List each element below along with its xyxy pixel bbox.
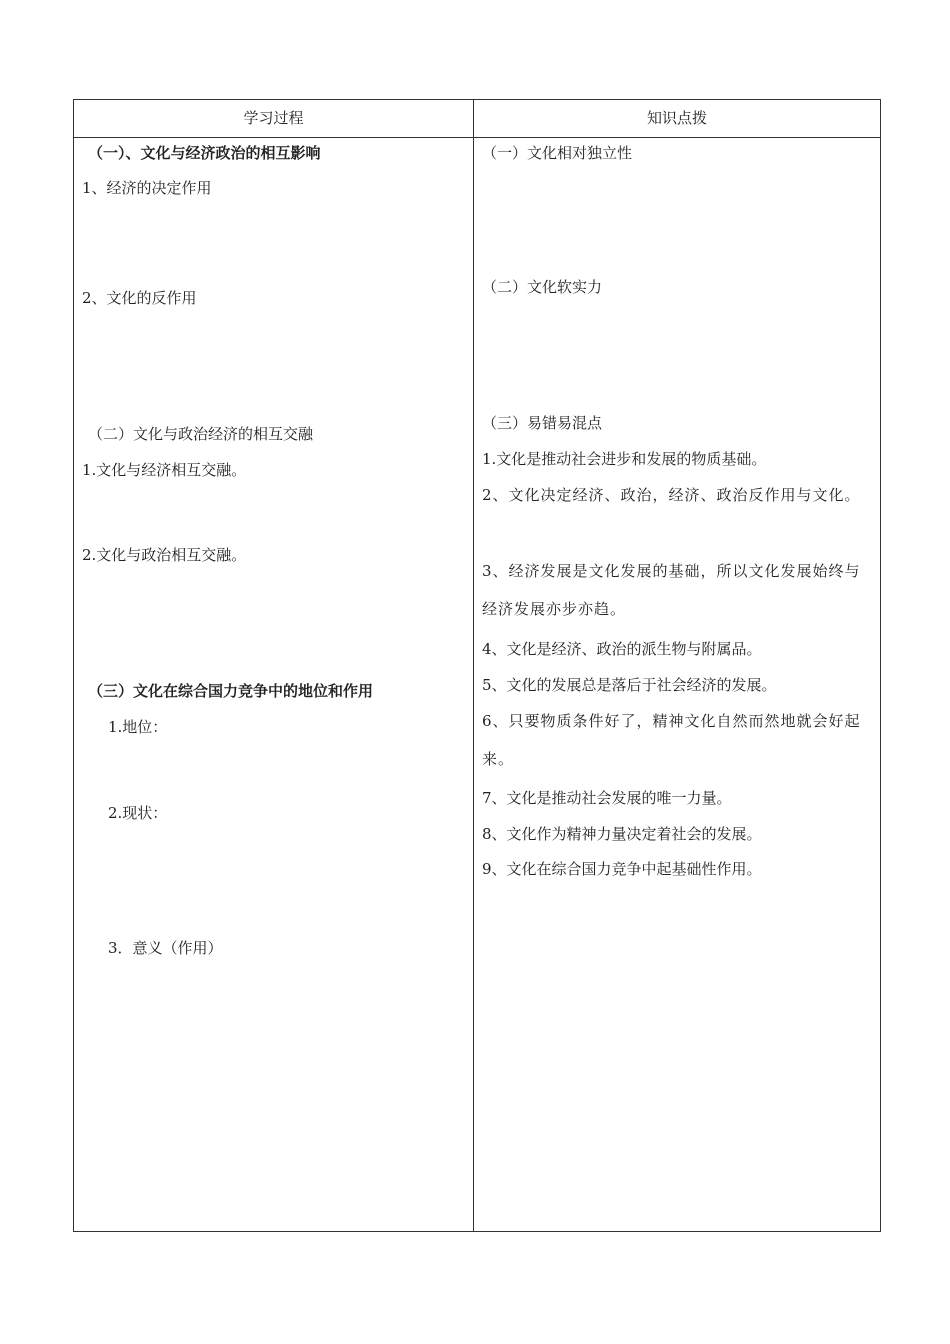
study-table <box>73 99 881 1232</box>
header-study-process: 学习过程 <box>243 109 304 127</box>
section1-item1: 1、经济的决定作用 <box>82 179 212 197</box>
error-point: 4、文化是经济、政治的派生物与附属品。 <box>482 640 762 658</box>
column-divider <box>473 100 474 1231</box>
section2-title: （二）文化与政治经济的相互交融 <box>88 425 314 443</box>
error-point: 3、经济发展是文化发展的基础，所以文化发展始终与经济发展亦步亦趋。 <box>482 562 861 618</box>
section1-title: （一）、文化与经济政治的相互影响 <box>88 144 321 162</box>
section3-item2: 2.现状： <box>108 804 168 822</box>
header-divider <box>74 137 880 138</box>
error-point: 5、文化的发展总是落后于社会经济的发展。 <box>482 676 777 694</box>
error-point: 6、只要物质条件好了，精神文化自然而然地就会好起来。 <box>482 712 861 768</box>
header-knowledge-tips: 知识点拨 <box>646 109 707 127</box>
section3-title: （三）文化在综合国力竞争中的地位和作用 <box>88 682 374 700</box>
tip-error-prone-title: （三）易错易混点 <box>482 414 603 432</box>
section1-item2: 2、文化的反作用 <box>82 289 197 307</box>
section3-item1: 1.地位： <box>108 718 168 736</box>
error-point: 7、文化是推动社会发展的唯一力量。 <box>482 789 732 807</box>
error-point: 1.文化是推动社会进步和发展的物质基础。 <box>482 450 767 468</box>
tip-relative-independence: （一）文化相对独立性 <box>482 144 633 162</box>
section2-item2: 2.文化与政治相互交融。 <box>82 546 247 564</box>
tip-soft-power: （二）文化软实力 <box>482 278 603 296</box>
error-point: 8、文化作为精神力量决定着社会的发展。 <box>482 825 762 843</box>
error-point: 9、文化在综合国力竞争中起基础性作用。 <box>482 860 762 878</box>
section2-item1: 1.文化与经济相互交融。 <box>82 461 247 479</box>
section3-item3: 3．意义（作用） <box>108 939 223 957</box>
error-point: 2、文化决定经济、政治，经济、政治反作用与文化。 <box>482 486 861 504</box>
